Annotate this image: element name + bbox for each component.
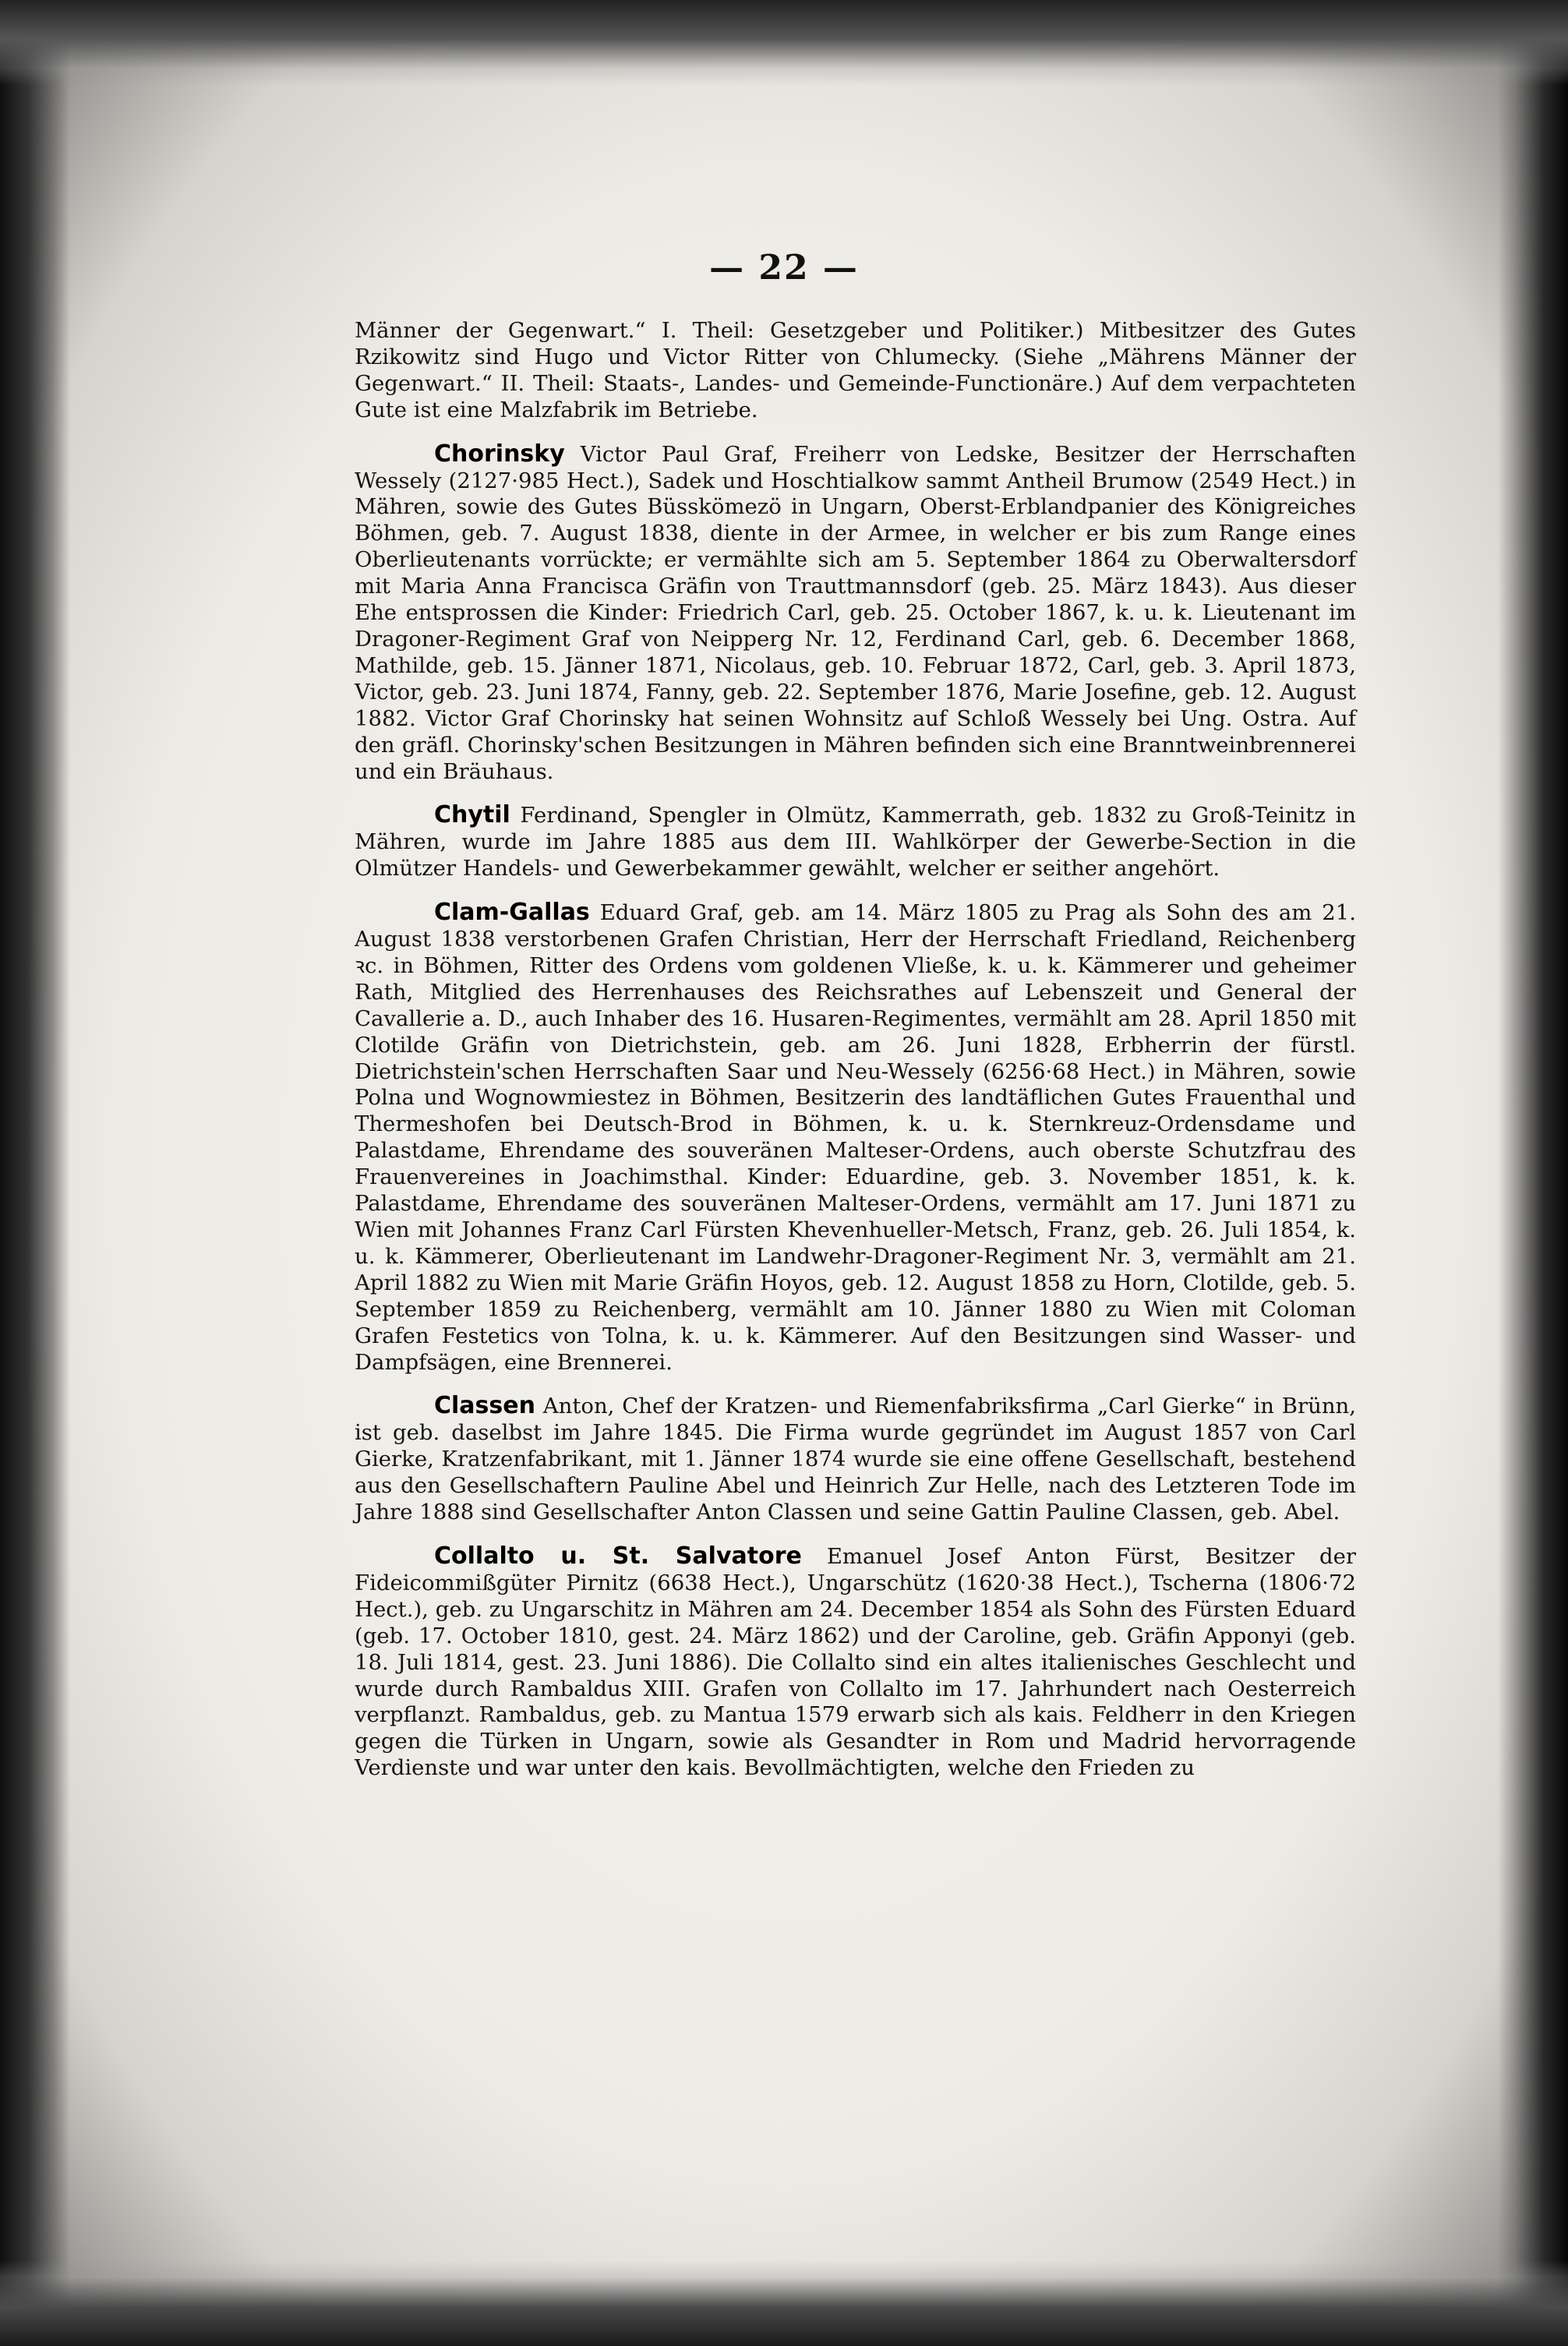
entry-text: Victor Paul Graf, Freiherr von Ledske, Besitzer der Herrschaften Wessely (2127·985 Hect.), Sadek und Hoschtialkow sammt Antheil Brumow (2549 Hect.) in Mähren, sowie des Gutes Büsskömezö in Ungarn, Oberst-Erblandpanier des Königreiches Böhmen, geb. 7. August 1838, diente in der Armee, in welcher er bis zum Range eines Oberlieutenants vorrückte; er vermählte sich am 5. September 1864 zu Oberwaltersdorf mit Maria Anna Francisca Gräfin von Trauttmannsdorf (geb. 25. März 1843). Aus dieser Ehe entsprossen die Kinder: Friedrich Carl, geb. 25. October 1867, k. u. k. Lieutenant im Dragoner-Regiment Graf von Neipperg Nr. 12, Ferdinand Carl, geb. 6. December 1868, Mathilde, geb. 15. Jänner 1871, Nicolaus, geb. 10. Februar 1872, Carl, geb. 3. April 1873, Victor, geb. 23. Juni 1874, Fanny, geb. 22. September 1876, Marie Josefine, geb. 12. August 1882. Victor Graf Chorinsky hat seinen Wohnsitz auf Schloß Wessely bei Ung. Ostra. Auf den gräfl. Chorinsky'schen Besitzungen in Mähren befinden sich eine Branntweinbrennerei und ein Bräuhaus. (355, 441, 1356, 784)
entry-chytil (355, 802, 1356, 882)
entry-continuation (355, 318, 1356, 424)
entry-collalto (355, 1543, 1356, 1782)
entry-chorinsky (355, 441, 1356, 786)
entry-name: Collalto u. St. Salvatore (434, 1542, 802, 1570)
page-number: — 22 — (709, 248, 859, 288)
text-column (355, 318, 1356, 1799)
entry-text: Ferdinand, Spengler in Olmütz, Kammerrath, geb. 1832 zu Groß-Teinitz in Mähren, wurde im Jahre 1885 aus dem III. Wahlkörper der Gewerbe-Section in die Olmützer Handels- und Gewerbekammer gewählt, welcher er seither angehört. (355, 803, 1356, 882)
entry-text: Emanuel Josef Anton Fürst, Besitzer der Fideicommißgüter Pirnitz (6638 Hect.), Ungarschütz (1620·38 Hect.), Tscherna (1806·72 Hect.), geb. zu Ungarschitz in Mähren am 24. December 1854 als Sohn des Fürsten Eduard (geb. 17. October 1810, gest. 24. März 1862) und der Caroline, geb. Gräfin Apponyi (geb. 18. Juli 1814, gest. 23. Juni 1886). Die Collalto sind ein altes italienisches Geschlecht und wurde durch Rambaldus XIII. Grafen von Collalto im 17. Jahrhundert nach Oesterreich verpflanzt. Rambaldus, geb. zu Mantua 1579 erwarb sich als kais. Feldherr in den Kriegen gegen die Türken in Ungarn, sowie als Gesandter in Rom und Madrid hervorragende Verdienste und war unter den kais. Bevollmächtigten, welche den Frieden zu (355, 1543, 1356, 1781)
entry-text: Eduard Graf, geb. am 14. März 1805 zu Prag als Sohn des am 21. August 1838 verstorbenen Grafen Christian, Herr der Herrschaft Friedland, Reichenberg ꝛc. in Böhmen, Ritter des Ordens vom goldenen Vließe, k. u. k. Kämmerer und geheimer Rath, Mitglied des Herrenhauses des Reichsrathes auf Lebenszeit und General der Cavallerie a. D., auch Inhaber des 16. Husaren-Regimentes, vermählt am 28. April 1850 mit Clotilde Gräfin von Dietrichstein, geb. am 26. Juni 1828, Erbherrin der fürstl. Dietrichstein'schen Herrschaften Saar und Neu-Wessely (6256·68 Hect.) in Mähren, sowie Polna und Wognowmiestez in Böhmen, Besitzerin des landtäflichen Gutes Frauenthal und Thermeshofen bei Deutsch-Brod in Böhmen, k. u. k. Sternkreuz-Ordensdame und Palastdame, Ehrendame des souveränen Malteser-Ordens, auch oberste Schutzfrau des Frauenvereines in Joachimsthal. Kinder: Eduardine, geb. 3. November 1851, k. k. Palastdame, Ehrendame des souveränen Malteser-Ordens, vermählt am 17. Juni 1871 zu Wien mit Johannes Franz Carl Fürsten Khevenhueller-Metsch, Franz, geb. 26. Juli 1854, k. u. k. Kämmerer, Oberlieutenant im Landwehr-Dragoner-Regiment Nr. 3, vermählt am 21. April 1882 zu Wien mit Marie Gräfin Hoyos, geb. 12. August 1858 zu Horn, Clotilde, geb. 5. September 1859 zu Reichenberg, vermählt am 10. Jänner 1880 zu Wien mit Coloman Grafen Festetics von Tolna, k. u. k. Kämmerer. Auf den Besitzungen sind Wasser- und Dampfsägen, eine Brennerei. (355, 900, 1356, 1375)
entry-text: Männer der Gegenwart.“ I. Theil: Gesetzgeber und Politiker.) Mitbesitzer des Gutes Rzikowitz sind Hugo und Victor Ritter von Chlumecky. (Siehe „Mährens Männer der Gegenwart.“ II. Theil: Staats-, Landes- und Gemeinde-Functionäre.) Auf dem verpachteten Gute ist eine Malzfabrik im Betriebe. (355, 318, 1356, 422)
scan-shadow-top (0, 0, 1568, 86)
entry-text: Anton, Chef der Kratzen- und Riemenfabriksfirma „Carl Gierke“ in Brünn, ist geb. daselbst im Jahre 1845. Die Firma wurde gegründet im August 1857 von Carl Gierke, Kratzenfabrikant, mit 1. Jänner 1874 wurde sie eine offene Gesellschaft, bestehend aus den Gesellschaftern Pauline Abel und Heinrich Zur Helle, nach des Letzteren Tode im Jahre 1888 sind Gesellschafter Anton Classen und seine Gattin Pauline Classen, geb. Abel. (355, 1394, 1356, 1525)
scan-shadow-bottom (0, 2260, 1568, 2346)
entry-name: Chorinsky (434, 440, 565, 468)
entry-classen (355, 1393, 1356, 1526)
entry-clam-gallas (355, 899, 1356, 1376)
entry-name: Chytil (434, 801, 510, 829)
entry-name: Classen (434, 1392, 535, 1420)
scan-shadow-right (1498, 0, 1568, 2346)
scan-shadow-left (0, 0, 70, 2346)
entry-name: Clam-Gallas (434, 899, 590, 927)
